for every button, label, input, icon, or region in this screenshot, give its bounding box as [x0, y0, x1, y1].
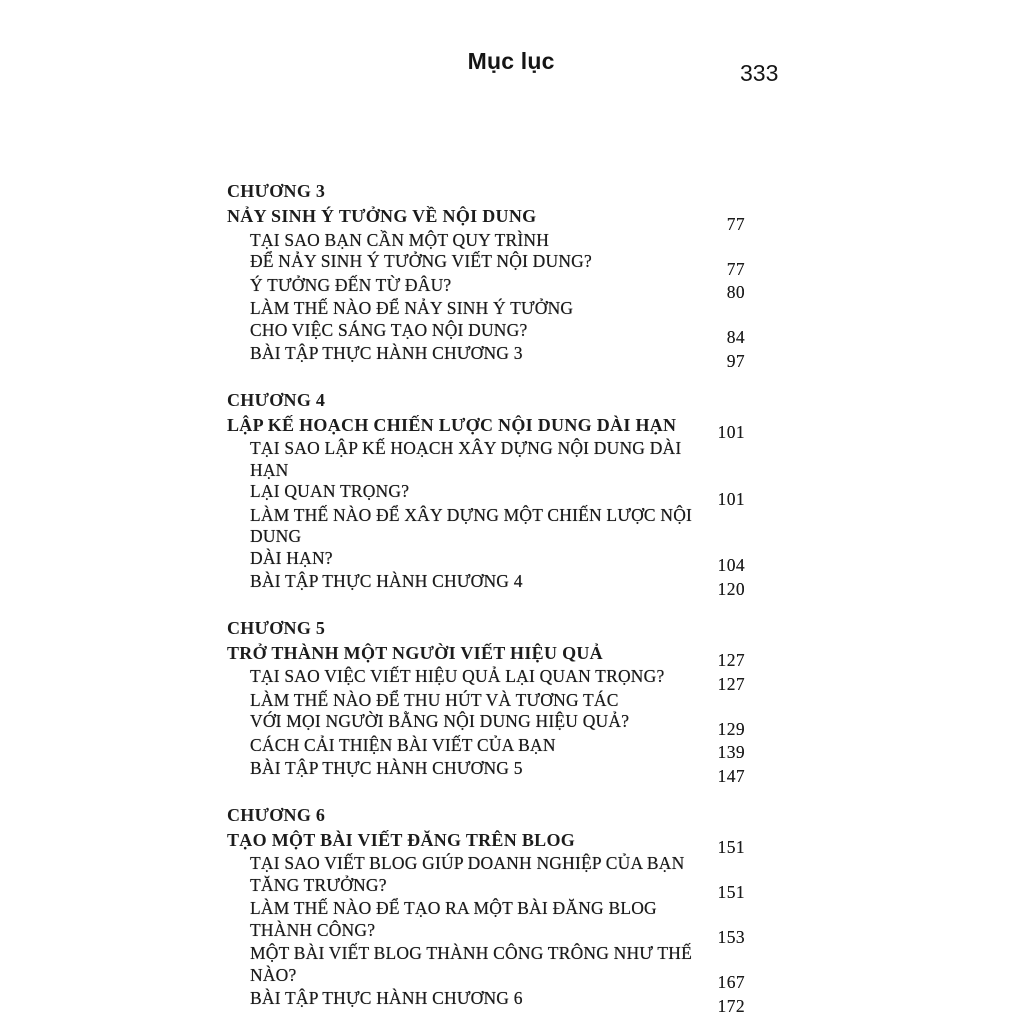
toc-entry-title — [227, 343, 523, 365]
page-number: 333 — [740, 60, 779, 86]
chapter-title: TẠO MỘT BÀI VIẾT ĐĂNG TRÊN BLOG — [227, 829, 576, 850]
chapter-title-row — [227, 206, 745, 234]
toc-entry-line: MỘT BÀI VIẾT BLOG THÀNH CÔNG TRÔNG NHƯ THẾ NÀO? — [250, 943, 692, 985]
toc-entry-title — [227, 758, 523, 780]
toc-entry-line: DÀI HẠN? — [250, 547, 333, 568]
toc-entry-title — [227, 571, 523, 593]
toc-entry — [227, 734, 745, 762]
toc-entry-title — [227, 666, 664, 688]
toc-entry-page-number: 120 — [717, 578, 745, 599]
toc-entry-line: LÀM THẾ NÀO ĐỂ NẢY SINH Ý TƯỞNG — [250, 298, 574, 318]
toc-entry-line: Ý TƯỞNG ĐẾN TỪ ĐÂU? — [250, 274, 452, 295]
toc-entry-page-number: 127 — [717, 673, 745, 694]
toc-chapter — [227, 617, 745, 786]
toc-entry-page-number: 151 — [717, 882, 745, 902]
toc-entry — [227, 758, 745, 786]
toc-entry-page-number: 104 — [717, 555, 745, 575]
toc-chapter — [227, 389, 745, 599]
toc-entry — [227, 853, 745, 902]
toc-entry-line: CHO VIỆC SÁNG TẠO NỘI DUNG? — [250, 319, 528, 340]
chapter-page-number: 127 — [717, 650, 745, 670]
chapter-title: NẢY SINH Ý TƯỞNG VỀ NỘI DUNG — [227, 206, 537, 226]
toc-entry-line: BÀI TẬP THỰC HÀNH CHƯƠNG 4 — [250, 571, 523, 591]
toc-entry — [227, 666, 745, 694]
page-title: Mục lục — [467, 48, 555, 74]
chapter-page-number: 101 — [717, 422, 745, 442]
toc-entry — [227, 274, 745, 302]
chapter-title: LẬP KẾ HOẠCH CHIẾN LƯỢC NỘI DUNG DÀI HẠN — [227, 414, 677, 435]
toc-entry-page-number: 101 — [717, 488, 745, 509]
toc-entry-line: VỚI MỌI NGƯỜI BẰNG NỘI DUNG HIỆU QUẢ? — [250, 711, 630, 731]
toc-entry-line: CÁCH CẢI THIỆN BÀI VIẾT CỦA BẠN — [250, 734, 556, 755]
toc-entry — [227, 229, 745, 279]
toc-entry-line: LÀM THẾ NÀO ĐỂ TẠO RA MỘT BÀI ĐĂNG BLOG THÀNH CÔNG? — [250, 898, 657, 940]
toc-entry — [227, 438, 745, 509]
toc-entry-title — [227, 230, 592, 273]
chapter-title-row — [227, 414, 745, 442]
toc-entry-line: BÀI TẬP THỰC HÀNH CHƯƠNG 6 — [250, 988, 523, 1008]
chapter-title-row — [227, 829, 745, 857]
chapter-title: TRỞ THÀNH MỘT NGƯỜI VIẾT HIỆU QUẢ — [227, 642, 603, 663]
chapter-title-row — [227, 642, 745, 670]
chapter-page-number: 151 — [717, 837, 745, 857]
toc-entry-page-number: 97 — [726, 350, 745, 371]
toc-entry-title — [227, 275, 451, 297]
toc-entry — [227, 504, 745, 575]
toc-entry-page-number: 147 — [717, 765, 745, 786]
toc-entry-page-number: 77 — [726, 258, 745, 279]
toc-entry-page-number: 153 — [717, 927, 745, 947]
toc-entry-title — [227, 735, 556, 757]
toc-entry-line: LÀM THẾ NÀO ĐỂ XÂY DỰNG MỘT CHIẾN LƯỢC NỘI DUNG — [250, 504, 693, 546]
toc-entry-line: BÀI TẬP THỰC HÀNH CHƯƠNG 5 — [250, 758, 523, 778]
toc-entry-title — [227, 943, 704, 986]
toc-entry-page-number: 139 — [717, 742, 745, 762]
toc-entry — [227, 689, 745, 739]
toc-entry-line: TĂNG TRƯỞNG? — [250, 874, 387, 895]
chapter-label: CHƯƠNG 6 — [227, 804, 326, 825]
chapter-page-number: 77 — [726, 213, 745, 234]
toc-chapter — [227, 180, 745, 371]
table-of-contents — [227, 180, 745, 1024]
toc-entry-page-number: 80 — [726, 282, 745, 302]
toc-entry-page-number: 84 — [726, 327, 745, 347]
toc-chapter — [227, 804, 745, 1016]
toc-entry — [227, 343, 745, 371]
toc-entry-title — [227, 988, 523, 1010]
toc-entry — [227, 943, 745, 992]
chapter-label: CHƯƠNG 5 — [227, 617, 326, 638]
toc-entry — [227, 988, 745, 1016]
toc-entry — [227, 571, 745, 599]
toc-entry-line: LÀM THẾ NÀO ĐỂ THU HÚT VÀ TƯƠNG TÁC — [250, 689, 619, 710]
toc-entry-title — [227, 438, 704, 503]
toc-entry-page-number: 129 — [717, 718, 745, 739]
chapter-label: CHƯƠNG 3 — [227, 181, 326, 201]
toc-entry-title — [227, 690, 629, 733]
chapter-label: CHƯƠNG 4 — [227, 389, 326, 410]
toc-entry — [227, 298, 745, 347]
toc-entry-line: LẠI QUAN TRỌNG? — [250, 481, 410, 501]
toc-entry-title — [227, 505, 704, 570]
toc-entry-title — [227, 898, 704, 941]
toc-entry-line: TẠI SAO VIỆC VIẾT HIỆU QUẢ LẠI QUAN TRỌNG? — [250, 666, 665, 686]
toc-entry-title — [227, 298, 573, 341]
toc-entry-line: TẠI SAO VIẾT BLOG GIÚP DOANH NGHIỆP CỦA BẠN — [250, 853, 685, 873]
toc-entry-line: ĐỂ NẢY SINH Ý TƯỞNG VIẾT NỘI DUNG? — [250, 251, 592, 271]
toc-entry-line: BÀI TẬP THỰC HÀNH CHƯƠNG 3 — [250, 343, 523, 363]
toc-entry-title — [227, 853, 684, 896]
toc-entry — [227, 898, 745, 947]
toc-entry-line: TẠI SAO LẬP KẾ HOẠCH XÂY DỰNG NỘI DUNG DÀI HẠN — [250, 438, 682, 480]
toc-entry-page-number: 172 — [717, 995, 745, 1016]
toc-entry-page-number: 167 — [717, 972, 745, 992]
toc-entry-line: TẠI SAO BẠN CẦN MỘT QUY TRÌNH — [250, 229, 550, 250]
